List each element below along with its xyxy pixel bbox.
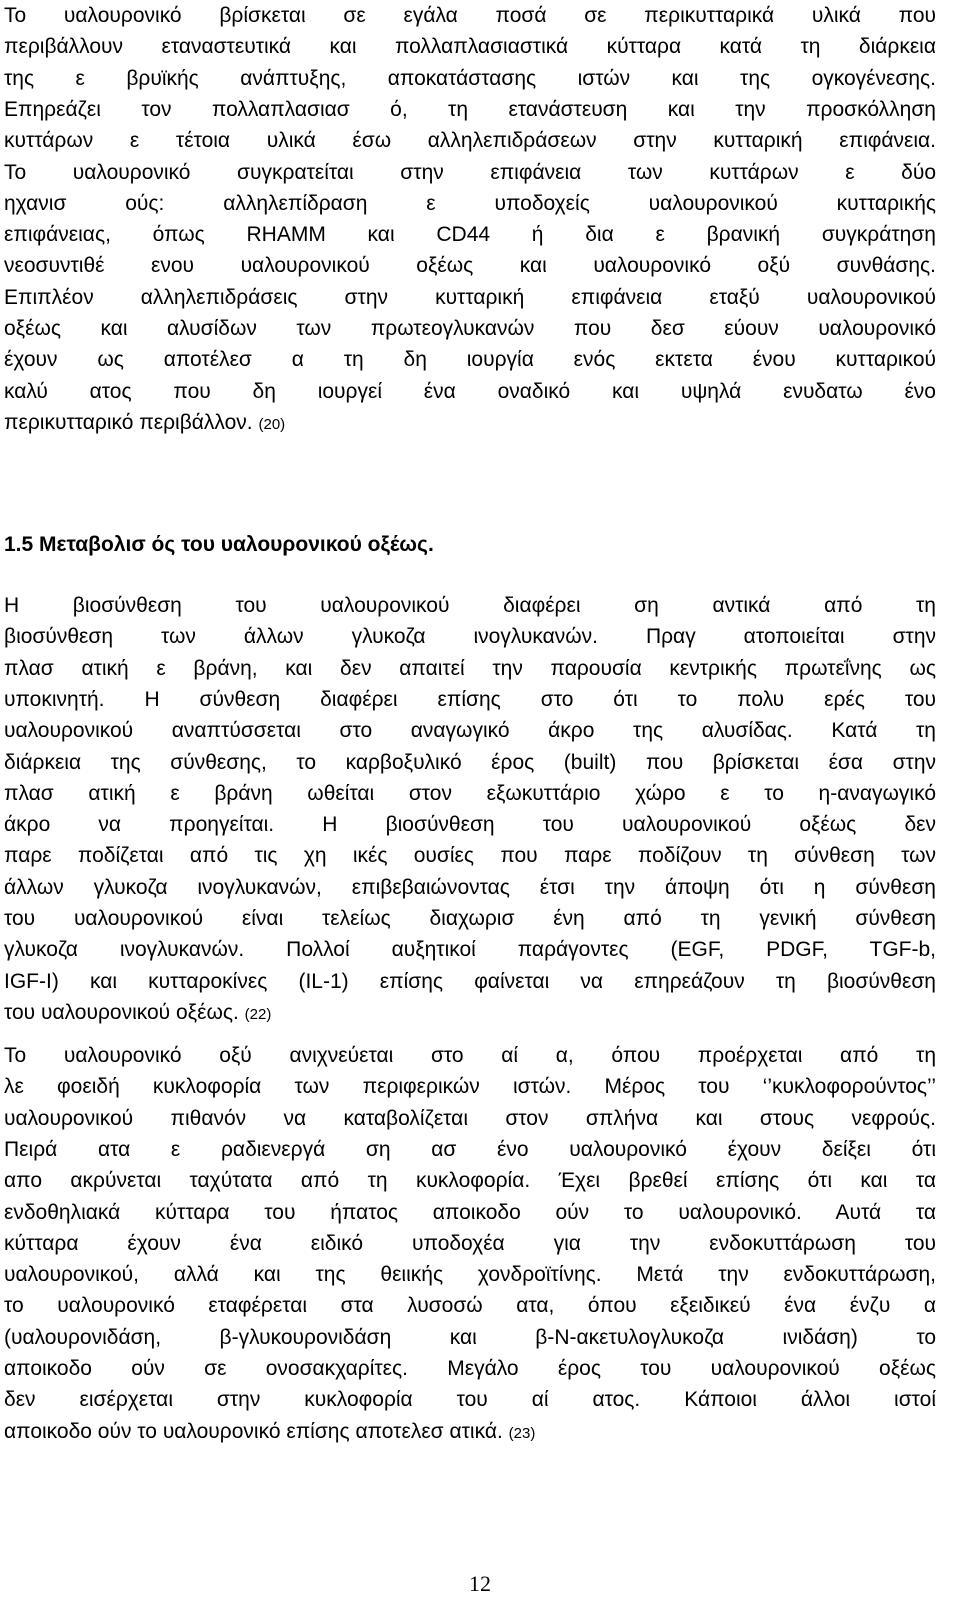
paragraph-line: πλασ ατική ε βράνη ωθείται στον εξωκυττάριο χώρο ε το η-αναγωγικό: [4, 781, 936, 805]
paragraph-line: αποικοδο ούν σε ονοσακχαρίτες. Μεγάλο έρος του υαλουρονικού οξέως: [4, 1357, 936, 1380]
paragraph-line: υαλουρονικού, αλλά και της θειικής χονδροϊτίνης. Μετά την ενδοκυττάρωση,: [4, 1263, 936, 1287]
paragraph-line: λε φοειδή κυκλοφορία των περιφερικών ιστών. Μέρος του ‘’κυκλοφορούντος’’: [4, 1075, 936, 1099]
paragraph-line: κυττάρων ε τέτοια υλικά έσω αλληλεπιδράσεων στην κυτταρική επιφάνεια.: [4, 129, 936, 153]
paragraph-line: υαλουρονικού πιθανόν να καταβολίζεται στον σπλήνα και στους νεφρούς.: [4, 1106, 936, 1130]
paragraph-line: καλύ ατος που δη ιουργεί ένα οναδικό και υψηλά ενυδατω ένο: [4, 379, 936, 403]
paragraph-line: Η βιοσύνθεση του υαλουρονικού διαφέρει ση αντικά από τη: [4, 594, 936, 617]
paragraph-line: το υαλουρονικό εταφέρεται στα λυσοσώ ατα, όπου εξειδικεύ ένα ένζυ α: [4, 1294, 936, 1318]
paragraph-last-line: [4, 1416, 936, 1450]
paragraph-line: Επηρεάζει τον πολλαπλασιασ ό, τη ετανάστευση και την προσκόλληση: [4, 97, 936, 121]
paragraph-line: υποκινητή. Η σύνθεση διαφέρει επίσης στο ότι το πολυ ερές του: [4, 687, 936, 711]
section-heading: 1.5 Μεταβολισ ός του υαλουρονικού οξέως.: [4, 533, 434, 556]
paragraph-line: IGF-I) και κυτταροκίνες (IL-1) επίσης φαίνεται να επηρεάζουν τη βιοσύνθεση: [4, 969, 936, 993]
paragraph-line: υαλουρονικού αναπτύσσεται στο αναγωγικό άκρο της αλυσίδας. Κατά τη: [4, 719, 936, 743]
citation-ref: (20): [258, 415, 286, 433]
paragraph-line: ηχανισ ούς: αλληλεπίδραση ε υποδοχείς υαλουρονικού κυτταρικής: [4, 191, 936, 215]
paragraph-line: άκρο να προηγείται. Η βιοσύνθεση του υαλουρονικού οξέως δεν: [4, 813, 936, 837]
paragraph-last-line: [4, 407, 936, 441]
paragraph-line: οξέως και αλυσίδων των πρωτεογλυκανών που δεσ εύουν υαλουρονικό: [4, 317, 936, 340]
paragraph-line: κύτταρα έχουν ένα ειδικό υποδοχέα για την ενδοκυττάρωση του: [4, 1231, 936, 1255]
paragraph-line: δεν εισέρχεται στην κυκλοφορία του αί ατος. Κάποιοι άλλοι ιστοί: [4, 1388, 936, 1412]
paragraph-text: περικυτταρικό περιβάλλον.: [4, 410, 253, 434]
paragraph-line: γλυκοζα ινογλυκανών. Πολλοί αυξητικοί παράγοντες (EGF, PDGF, TGF-b,: [4, 938, 936, 962]
paragraph-last-line: [4, 997, 936, 1031]
paragraph-line: περιβάλλουν εταναστευτικά και πολλαπλασιαστικά κύτταρα κατά τη διάρκεια: [4, 35, 936, 59]
paragraph-line: της ε βρυϊκής ανάπτυξης, αποκατάστασης ιστών και της ογκογένεσης.: [4, 66, 936, 90]
paragraph-line: ενδοθηλιακά κύτταρα του ήπατος αποικοδο ούν το υαλουρονικό. Αυτά τα: [4, 1200, 936, 1224]
paragraph-line: άλλων γλυκοζα ινογλυκανών, επιβεβαιώνοντας έτσι την άποψη ότι η σύνθεση: [4, 875, 936, 899]
citation-ref: (23): [508, 1424, 536, 1442]
paragraph-line: πλασ ατική ε βράνη, και δεν απαιτεί την παρουσία κεντρικής πρωτεΐνης ως: [4, 656, 936, 680]
paragraph-text: αποικοδο ούν το υαλουρονικό επίσης αποτελεσ ατικά.: [4, 1419, 503, 1443]
paragraph-text: του υαλουρονικού οξέως.: [4, 1000, 239, 1024]
paragraph-line: παρε ποδίζεται από τις χη ικές ουσίες που παρε ποδίζουν τη σύνθεση των: [4, 844, 936, 868]
paragraph-line: νεοσυντιθέ ενου υαλουρονικού οξέως και υαλουρονικό οξύ συνθάσης.: [4, 254, 936, 278]
paragraph-line: (υαλουρονιδάση, β-γλυκουρονιδάση και β-N-ακετυλογλυκοζα ινιδάση) το: [4, 1325, 936, 1349]
paragraph-line: βιοσύνθεση των άλλων γλυκοζα ινογλυκανών. Πραγ ατοποιείται στην: [4, 625, 936, 649]
paragraph-line: Το υαλουρονικό συγκρατείται στην επιφάνεια των κυττάρων ε δύο: [4, 160, 936, 184]
paragraph-line: Το υαλουρονικό οξύ ανιχνεύεται στο αί α, όπου προέρχεται από τη: [4, 1044, 936, 1067]
paragraph-line: έχουν ως αποτέλεσ α τη δη ιουργία ενός εκτετα ένου κυτταρικού: [4, 348, 936, 372]
paragraph-line: διάρκεια της σύνθεσης, το καρβοξυλικό έρος (built) που βρίσκεται έσα στην: [4, 750, 936, 774]
paragraph-line: Το υαλουρονικό βρίσκεται σε εγάλα ποσά σε περικυτταρικά υλικά που: [4, 4, 936, 27]
paragraph-line: Επιπλέον αλληλεπιδράσεις στην κυτταρική επιφάνεια εταξύ υαλουρονικού: [4, 285, 936, 309]
page-number: 12: [469, 1571, 491, 1596]
paragraph-line: Πειρά ατα ε ραδιενεργά ση ασ ένο υαλουρονικό έχουν δείξει ότι: [4, 1137, 936, 1161]
paragraph-line: του υαλουρονικού είναι τελείως διαχωρισ ένη από τη γενική σύνθεση: [4, 907, 936, 930]
paragraph-line: επιφάνειας, όπως RHAMM και CD44 ή δια ε βρανική συγκράτηση: [4, 223, 936, 247]
paragraph-line: απο ακρύνεται ταχύτατα από τη κυκλοφορία. Έχει βρεθεί επίσης ότι και τα: [4, 1169, 936, 1193]
citation-ref: (22): [244, 1005, 272, 1023]
